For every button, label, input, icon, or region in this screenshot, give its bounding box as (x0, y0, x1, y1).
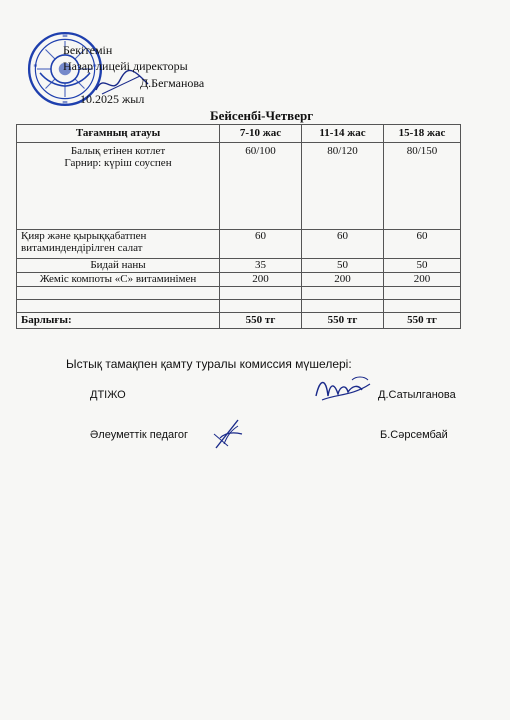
dish-name-cell (17, 230, 220, 259)
table-row (17, 259, 461, 273)
approval-date: 10.2025 жыл (80, 92, 145, 106)
portion-cell: 80/120 (302, 143, 384, 230)
table-row (17, 230, 461, 259)
header-age-7-10: 7-10 жас (220, 125, 302, 143)
member-name: Д.Сатылганова (378, 389, 456, 401)
approval-heading: Бекітемін (63, 43, 113, 57)
member-role: ДТІЖО (90, 389, 126, 401)
approval-director-name: Д.Бегманова (140, 76, 205, 90)
header-age-15-18: 15-18 жас (384, 125, 461, 143)
dish-name-line: Қияр және қырыққабатпен (21, 230, 147, 242)
total-label: Барлығы: (17, 313, 220, 329)
portion-cell: 50 (384, 259, 461, 273)
member-role: Әлеуметтік педагог (90, 429, 189, 441)
total-cell: 550 тг (220, 313, 302, 329)
portion-cell: 50 (302, 259, 384, 273)
portion-cell: 60 (302, 230, 384, 259)
total-row (17, 313, 461, 329)
header-age-11-14: 11-14 жас (302, 125, 384, 143)
dish-name-cell: Жеміс компоты «С» витаминімен (17, 273, 220, 287)
signature-icon (312, 372, 374, 406)
portion-cell: 200 (302, 273, 384, 287)
approval-position: Назар лицейі директоры (63, 59, 188, 73)
member-name: Б.Сәрсембай (380, 429, 448, 441)
dish-name-cell: Бидай наны (17, 259, 220, 273)
table-header-row (17, 125, 461, 143)
empty-row (17, 300, 461, 313)
portion-cell: 200 (220, 273, 302, 287)
table-row (17, 143, 461, 230)
table-row (17, 273, 461, 287)
portion-cell: 60 (384, 230, 461, 259)
portion-cell: 200 (384, 273, 461, 287)
dish-name-line: Гарнир: күріш соуспен (64, 157, 172, 169)
signature-icon (208, 414, 248, 454)
total-cell: 550 тг (384, 313, 461, 329)
dish-name-line: Балық етінен котлет (70, 145, 166, 157)
portion-cell: 80/150 (384, 143, 461, 230)
menu-table (16, 124, 461, 329)
portion-cell: 35 (220, 259, 302, 273)
dish-name-line: витаминдендірілген салат (21, 242, 143, 254)
day-title: Бейсенбі-Четверг (210, 108, 314, 123)
empty-row (17, 287, 461, 300)
total-cell: 550 тг (302, 313, 384, 329)
header-dish-name: Тағамның атауы (17, 125, 220, 143)
portion-cell: 60/100 (220, 143, 302, 230)
dish-name-cell (17, 143, 220, 230)
portion-cell: 60 (220, 230, 302, 259)
commission-heading: Ыстық тамақпен қамту туралы комиссия мүшелері: (66, 357, 352, 371)
